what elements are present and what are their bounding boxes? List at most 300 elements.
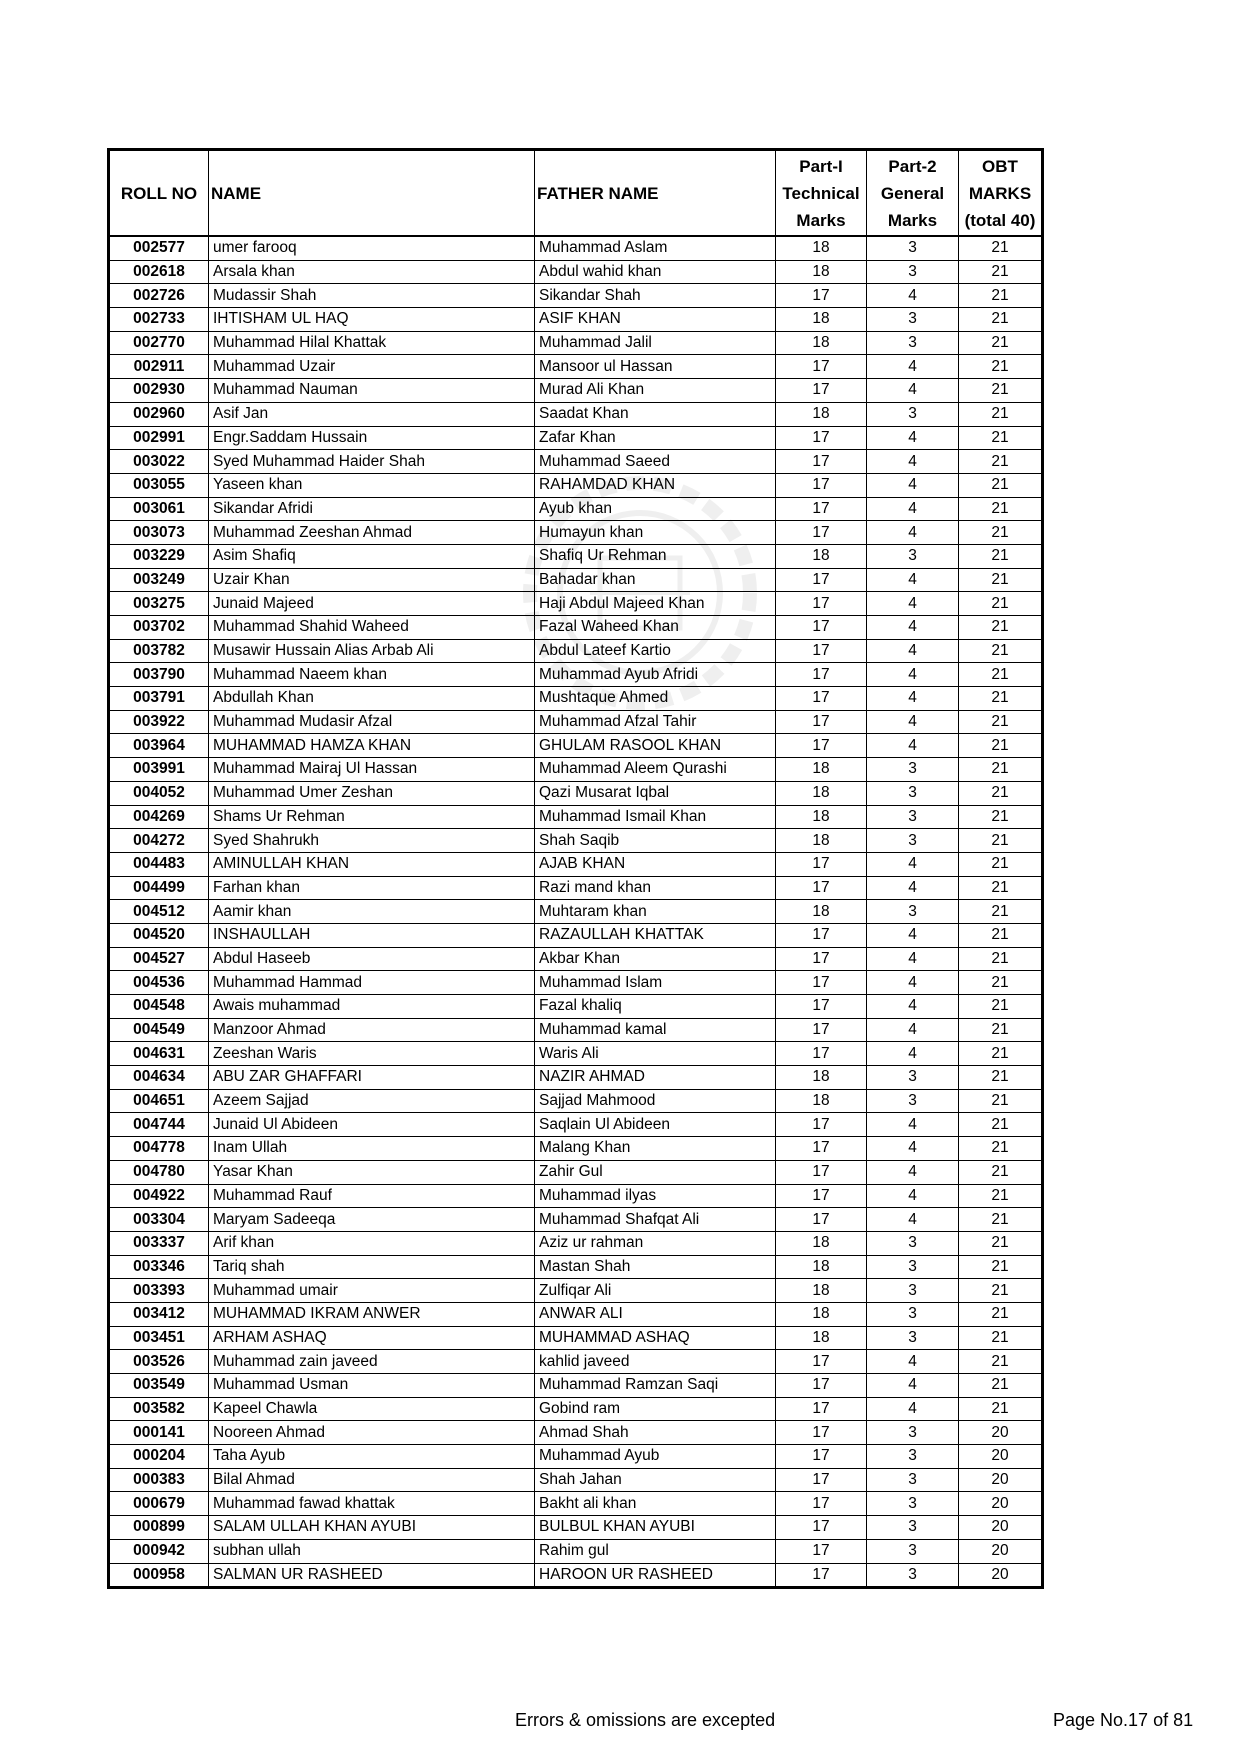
part2-marks-cell: 3 <box>867 805 959 829</box>
roll-no-cell: 004052 <box>109 781 209 805</box>
obt-marks-cell: 20 <box>959 1492 1043 1516</box>
part2-marks-cell: 4 <box>867 473 959 497</box>
roll-no-cell: 002960 <box>109 402 209 426</box>
roll-no-cell: 003451 <box>109 1326 209 1350</box>
obt-marks-cell: 21 <box>959 284 1043 308</box>
obt-marks-cell: 21 <box>959 734 1043 758</box>
obt-marks-cell: 21 <box>959 592 1043 616</box>
father-name-cell: Muhammad Saeed <box>535 450 776 474</box>
part2-marks-cell: 4 <box>867 852 959 876</box>
obt-marks-cell: 21 <box>959 758 1043 782</box>
part1-marks-cell: 17 <box>776 1445 867 1469</box>
obt-marks-cell: 21 <box>959 852 1043 876</box>
roll-no-cell: 003337 <box>109 1231 209 1255</box>
table-row <box>109 284 1043 308</box>
table-row <box>109 592 1043 616</box>
part1-marks-cell: 17 <box>776 355 867 379</box>
obt-marks-cell: 21 <box>959 663 1043 687</box>
name-cell: Nooreen Ahmad <box>209 1421 535 1445</box>
part1-marks-cell: 17 <box>776 923 867 947</box>
roll-no-cell: 003061 <box>109 497 209 521</box>
father-name-cell: Fazal Waheed Khan <box>535 616 776 640</box>
name-cell: MUHAMMAD IKRAM ANWER <box>209 1302 535 1326</box>
father-name-cell: Muhammad Ayub <box>535 1445 776 1469</box>
obt-marks-cell: 20 <box>959 1563 1043 1588</box>
part2-marks-cell: 3 <box>867 1066 959 1090</box>
obt-marks-cell: 21 <box>959 521 1043 545</box>
name-cell: Engr.Saddam Hussain <box>209 426 535 450</box>
table-row <box>109 1516 1043 1540</box>
part1-marks-cell: 17 <box>776 852 867 876</box>
father-name-cell: Rahim gul <box>535 1539 776 1563</box>
roll-no-cell: 003346 <box>109 1255 209 1279</box>
obt-marks-cell: 21 <box>959 355 1043 379</box>
father-name-cell: Saqlain Ul Abideen <box>535 1113 776 1137</box>
table-row <box>109 1279 1043 1303</box>
father-name-cell: Sikandar Shah <box>535 284 776 308</box>
part1-marks-cell: 18 <box>776 1089 867 1113</box>
table-row <box>109 521 1043 545</box>
name-cell: ABU ZAR GHAFFARI <box>209 1066 535 1090</box>
father-name-cell: Haji Abdul Majeed Khan <box>535 592 776 616</box>
father-name-cell: Ayub khan <box>535 497 776 521</box>
part2-marks-cell: 3 <box>867 1468 959 1492</box>
table-row <box>109 236 1043 260</box>
part1-marks-cell: 18 <box>776 1255 867 1279</box>
table-row <box>109 308 1043 332</box>
part2-marks-cell: 4 <box>867 971 959 995</box>
roll-no-cell: 004512 <box>109 900 209 924</box>
part2-marks-cell: 4 <box>867 1397 959 1421</box>
name-cell: Uzair Khan <box>209 568 535 592</box>
obt-marks-cell: 21 <box>959 331 1043 355</box>
table-row <box>109 1184 1043 1208</box>
obt-marks-cell: 21 <box>959 1089 1043 1113</box>
part2-marks-cell: 4 <box>867 1042 959 1066</box>
table-row <box>109 852 1043 876</box>
roll-no-cell: 004269 <box>109 805 209 829</box>
obt-marks-cell: 21 <box>959 1374 1043 1398</box>
father-name-cell: Muhammad Afzal Tahir <box>535 710 776 734</box>
father-name-cell: NAZIR AHMAD <box>535 1066 776 1090</box>
header-part2-line2: General <box>880 183 945 203</box>
obt-marks-cell: 21 <box>959 1279 1043 1303</box>
name-cell: Bilal Ahmad <box>209 1468 535 1492</box>
part1-marks-cell: 17 <box>776 1350 867 1374</box>
roll-no-cell: 003073 <box>109 521 209 545</box>
obt-marks-cell: 21 <box>959 687 1043 711</box>
part1-marks-cell: 17 <box>776 734 867 758</box>
name-cell: Muhammad Usman <box>209 1374 535 1398</box>
father-name-cell: Mansoor ul Hassan <box>535 355 776 379</box>
part2-marks-cell: 4 <box>867 568 959 592</box>
obt-marks-cell: 21 <box>959 402 1043 426</box>
obt-marks-cell: 21 <box>959 995 1043 1019</box>
roll-no-cell: 004499 <box>109 876 209 900</box>
obt-marks-cell: 21 <box>959 971 1043 995</box>
part2-marks-cell: 4 <box>867 450 959 474</box>
father-name-cell: Muhammad Aslam <box>535 236 776 260</box>
part2-marks-cell: 3 <box>867 1089 959 1113</box>
roll-no-cell: 003702 <box>109 616 209 640</box>
name-cell: Inam Ullah <box>209 1137 535 1161</box>
name-cell: subhan ullah <box>209 1539 535 1563</box>
roll-no-cell: 002911 <box>109 355 209 379</box>
obt-marks-cell: 21 <box>959 1160 1043 1184</box>
table-row <box>109 260 1043 284</box>
header-part1-line3: Marks <box>796 210 846 230</box>
father-name-cell: AJAB KHAN <box>535 852 776 876</box>
father-name-cell: HAROON UR RASHEED <box>535 1563 776 1588</box>
part1-marks-cell: 18 <box>776 805 867 829</box>
obt-marks-cell: 21 <box>959 781 1043 805</box>
obt-marks-cell: 21 <box>959 1350 1043 1374</box>
obt-marks-cell: 21 <box>959 1326 1043 1350</box>
obt-marks-cell: 20 <box>959 1445 1043 1469</box>
part1-marks-cell: 17 <box>776 1113 867 1137</box>
name-cell: SALMAN UR RASHEED <box>209 1563 535 1588</box>
table-row <box>109 616 1043 640</box>
table-row <box>109 947 1043 971</box>
name-cell: Kapeel Chawla <box>209 1397 535 1421</box>
roll-no-cell: 004520 <box>109 923 209 947</box>
obt-marks-cell: 21 <box>959 1208 1043 1232</box>
header-part1 <box>776 150 867 237</box>
table-row <box>109 639 1043 663</box>
roll-no-cell: 004631 <box>109 1042 209 1066</box>
father-name-cell: Ahmad Shah <box>535 1421 776 1445</box>
roll-no-cell: 002577 <box>109 236 209 260</box>
father-name-cell: Muhammad Islam <box>535 971 776 995</box>
obt-marks-cell: 21 <box>959 1255 1043 1279</box>
obt-marks-cell: 21 <box>959 1302 1043 1326</box>
name-cell: Muhammad Rauf <box>209 1184 535 1208</box>
part2-marks-cell: 4 <box>867 639 959 663</box>
part1-marks-cell: 18 <box>776 1302 867 1326</box>
part2-marks-cell: 4 <box>867 1137 959 1161</box>
part2-marks-cell: 4 <box>867 521 959 545</box>
part1-marks-cell: 18 <box>776 236 867 260</box>
name-cell: Sikandar Afridi <box>209 497 535 521</box>
roll-no-cell: 003582 <box>109 1397 209 1421</box>
table-row <box>109 1066 1043 1090</box>
part2-marks-cell: 3 <box>867 781 959 805</box>
part1-marks-cell: 18 <box>776 308 867 332</box>
table-row <box>109 971 1043 995</box>
obt-marks-cell: 21 <box>959 1231 1043 1255</box>
name-cell: Muhammad Uzair <box>209 355 535 379</box>
father-name-cell: Muhammad Aleem Qurashi <box>535 758 776 782</box>
header-part2-line1: Part-2 <box>888 156 937 176</box>
part1-marks-cell: 17 <box>776 473 867 497</box>
name-cell: Muhammad Umer Zeshan <box>209 781 535 805</box>
part1-marks-cell: 18 <box>776 260 867 284</box>
part1-marks-cell: 18 <box>776 331 867 355</box>
header-part1-line2: Technical <box>782 183 860 203</box>
father-name-cell: Muhammad Jalil <box>535 331 776 355</box>
name-cell: Muhammad umair <box>209 1279 535 1303</box>
father-name-cell: Abdul wahid khan <box>535 260 776 284</box>
name-cell: Yasar Khan <box>209 1160 535 1184</box>
part1-marks-cell: 17 <box>776 1184 867 1208</box>
table-row <box>109 923 1043 947</box>
father-name-cell: GHULAM RASOOL KHAN <box>535 734 776 758</box>
part1-marks-cell: 17 <box>776 592 867 616</box>
roll-no-cell: 003275 <box>109 592 209 616</box>
table-row <box>109 355 1043 379</box>
father-name-cell: Razi mand khan <box>535 876 776 900</box>
part2-marks-cell: 3 <box>867 1492 959 1516</box>
part2-marks-cell: 3 <box>867 308 959 332</box>
roll-no-cell: 002770 <box>109 331 209 355</box>
page-number: Page No.17 of 81 <box>1053 1710 1194 1730</box>
part1-marks-cell: 18 <box>776 402 867 426</box>
part1-marks-cell: 17 <box>776 1042 867 1066</box>
header-obt-line2: MARKS <box>968 183 1032 203</box>
part2-marks-cell: 4 <box>867 710 959 734</box>
table-row <box>109 544 1043 568</box>
father-name-cell: Muhtaram khan <box>535 900 776 924</box>
part1-marks-cell: 18 <box>776 900 867 924</box>
part2-marks-cell: 3 <box>867 1255 959 1279</box>
roll-no-cell: 002726 <box>109 284 209 308</box>
roll-no-cell: 003393 <box>109 1279 209 1303</box>
roll-no-cell: 004483 <box>109 852 209 876</box>
table-row <box>109 710 1043 734</box>
table-row <box>109 1397 1043 1421</box>
obt-marks-cell: 21 <box>959 426 1043 450</box>
name-cell: Aamir khan <box>209 900 535 924</box>
name-cell: AMINULLAH KHAN <box>209 852 535 876</box>
part2-marks-cell: 3 <box>867 1563 959 1588</box>
obt-marks-cell: 21 <box>959 1018 1043 1042</box>
roll-no-cell: 003412 <box>109 1302 209 1326</box>
part1-marks-cell: 17 <box>776 497 867 521</box>
obt-marks-cell: 21 <box>959 1042 1043 1066</box>
father-name-cell: Fazal khaliq <box>535 995 776 1019</box>
father-name-cell: Muhammad Ismail Khan <box>535 805 776 829</box>
father-name-cell: Bakht ali khan <box>535 1492 776 1516</box>
part2-marks-cell: 4 <box>867 995 959 1019</box>
father-name-cell: Muhammad Shafqat Ali <box>535 1208 776 1232</box>
part1-marks-cell: 17 <box>776 947 867 971</box>
name-cell: INSHAULLAH <box>209 923 535 947</box>
obt-marks-cell: 21 <box>959 1137 1043 1161</box>
table-row <box>109 1374 1043 1398</box>
father-name-cell: BULBUL KHAN AYUBI <box>535 1516 776 1540</box>
table-row <box>109 568 1043 592</box>
table-row <box>109 1042 1043 1066</box>
part1-marks-cell: 18 <box>776 1066 867 1090</box>
table-row <box>109 758 1043 782</box>
roll-no-cell: 004527 <box>109 947 209 971</box>
part1-marks-cell: 17 <box>776 1563 867 1588</box>
part2-marks-cell: 4 <box>867 923 959 947</box>
obt-marks-cell: 20 <box>959 1539 1043 1563</box>
table-row <box>109 1231 1043 1255</box>
part1-marks-cell: 17 <box>776 1374 867 1398</box>
obt-marks-cell: 21 <box>959 876 1043 900</box>
father-name-cell: MUHAMMAD ASHAQ <box>535 1326 776 1350</box>
roll-no-cell: 004536 <box>109 971 209 995</box>
part2-marks-cell: 4 <box>867 663 959 687</box>
obt-marks-cell: 21 <box>959 923 1043 947</box>
father-name-cell: Qazi Musarat Iqbal <box>535 781 776 805</box>
obt-marks-cell: 21 <box>959 1184 1043 1208</box>
part1-marks-cell: 17 <box>776 426 867 450</box>
name-cell: IHTISHAM UL HAQ <box>209 308 535 332</box>
header-obt-line1: OBT <box>982 156 1018 176</box>
part2-marks-cell: 3 <box>867 829 959 853</box>
part2-marks-cell: 4 <box>867 1184 959 1208</box>
table-row <box>109 1113 1043 1137</box>
name-cell: Arsala khan <box>209 260 535 284</box>
part2-marks-cell: 3 <box>867 260 959 284</box>
obt-marks-cell: 21 <box>959 1066 1043 1090</box>
roll-no-cell: 000141 <box>109 1421 209 1445</box>
header-roll-no: ROLL NO <box>109 150 209 237</box>
part1-marks-cell: 17 <box>776 568 867 592</box>
name-cell: Muhammad Nauman <box>209 379 535 403</box>
roll-no-cell: 003549 <box>109 1374 209 1398</box>
father-name-cell: Shah Saqib <box>535 829 776 853</box>
part2-marks-cell: 4 <box>867 687 959 711</box>
name-cell: Muhammad zain javeed <box>209 1350 535 1374</box>
name-cell: Taha Ayub <box>209 1445 535 1469</box>
table-row <box>109 900 1043 924</box>
name-cell: Syed Shahrukh <box>209 829 535 853</box>
table-row <box>109 1539 1043 1563</box>
name-cell: Muhammad Zeeshan Ahmad <box>209 521 535 545</box>
part2-marks-cell: 4 <box>867 876 959 900</box>
table-row <box>109 1018 1043 1042</box>
part1-marks-cell: 18 <box>776 758 867 782</box>
header-obt-marks <box>959 150 1043 237</box>
roll-no-cell: 004744 <box>109 1113 209 1137</box>
part1-marks-cell: 17 <box>776 284 867 308</box>
father-name-cell: Gobind ram <box>535 1397 776 1421</box>
part2-marks-cell: 4 <box>867 616 959 640</box>
part2-marks-cell: 3 <box>867 402 959 426</box>
father-name-cell: Zulfiqar Ali <box>535 1279 776 1303</box>
part2-marks-cell: 4 <box>867 426 959 450</box>
name-cell: ARHAM ASHAQ <box>209 1326 535 1350</box>
name-cell: Azeem Sajjad <box>209 1089 535 1113</box>
part1-marks-cell: 17 <box>776 450 867 474</box>
roll-no-cell: 003229 <box>109 544 209 568</box>
table-row <box>109 1137 1043 1161</box>
roll-no-cell: 004549 <box>109 1018 209 1042</box>
roll-no-cell: 003964 <box>109 734 209 758</box>
part2-marks-cell: 4 <box>867 1350 959 1374</box>
part1-marks-cell: 18 <box>776 781 867 805</box>
table-row <box>109 663 1043 687</box>
table-row <box>109 426 1043 450</box>
name-cell: Mudassir Shah <box>209 284 535 308</box>
part2-marks-cell: 4 <box>867 1160 959 1184</box>
name-cell: Arif khan <box>209 1231 535 1255</box>
name-cell: Abdullah Khan <box>209 687 535 711</box>
father-name-cell: Zafar Khan <box>535 426 776 450</box>
obt-marks-cell: 21 <box>959 805 1043 829</box>
table-row <box>109 402 1043 426</box>
part2-marks-cell: 4 <box>867 284 959 308</box>
obt-marks-cell: 20 <box>959 1516 1043 1540</box>
name-cell: Muhammad fawad khattak <box>209 1492 535 1516</box>
table-row <box>109 1492 1043 1516</box>
part2-marks-cell: 3 <box>867 1539 959 1563</box>
part1-marks-cell: 17 <box>776 710 867 734</box>
roll-no-cell: 000942 <box>109 1539 209 1563</box>
father-name-cell: Bahadar khan <box>535 568 776 592</box>
obt-marks-cell: 21 <box>959 379 1043 403</box>
father-name-cell: ANWAR ALI <box>535 1302 776 1326</box>
name-cell: Syed Muhammad Haider Shah <box>209 450 535 474</box>
father-name-cell: Muhammad Ayub Afridi <box>535 663 776 687</box>
name-cell: Muhammad Naeem khan <box>209 663 535 687</box>
father-name-cell: Malang Khan <box>535 1137 776 1161</box>
part2-marks-cell: 3 <box>867 236 959 260</box>
roll-no-cell: 003922 <box>109 710 209 734</box>
part2-marks-cell: 4 <box>867 1208 959 1232</box>
name-cell: Muhammad Hammad <box>209 971 535 995</box>
obt-marks-cell: 21 <box>959 544 1043 568</box>
part2-marks-cell: 3 <box>867 900 959 924</box>
table-row <box>109 687 1043 711</box>
obt-marks-cell: 21 <box>959 260 1043 284</box>
roll-no-cell: 003791 <box>109 687 209 711</box>
father-name-cell: Sajjad Mahmood <box>535 1089 776 1113</box>
table-body <box>109 236 1043 1588</box>
roll-no-cell: 004272 <box>109 829 209 853</box>
roll-no-cell: 000679 <box>109 1492 209 1516</box>
part2-marks-cell: 3 <box>867 331 959 355</box>
name-cell: MUHAMMAD HAMZA KHAN <box>209 734 535 758</box>
name-cell: umer farooq <box>209 236 535 260</box>
header-part2-line3: Marks <box>887 210 938 230</box>
roll-no-cell: 002618 <box>109 260 209 284</box>
part2-marks-cell: 3 <box>867 1445 959 1469</box>
part2-marks-cell: 4 <box>867 947 959 971</box>
part1-marks-cell: 17 <box>776 521 867 545</box>
part2-marks-cell: 4 <box>867 1374 959 1398</box>
part1-marks-cell: 17 <box>776 1018 867 1042</box>
roll-no-cell: 002733 <box>109 308 209 332</box>
obt-marks-cell: 21 <box>959 616 1043 640</box>
part2-marks-cell: 4 <box>867 734 959 758</box>
table-row <box>109 331 1043 355</box>
part1-marks-cell: 17 <box>776 1137 867 1161</box>
table-row <box>109 805 1043 829</box>
name-cell: Zeeshan Waris <box>209 1042 535 1066</box>
father-name-cell: Muhammad ilyas <box>535 1184 776 1208</box>
obt-marks-cell: 20 <box>959 1421 1043 1445</box>
part1-marks-cell: 17 <box>776 971 867 995</box>
table-row <box>109 876 1043 900</box>
roll-no-cell: 000958 <box>109 1563 209 1588</box>
part1-marks-cell: 17 <box>776 1468 867 1492</box>
roll-no-cell: 004922 <box>109 1184 209 1208</box>
table-row <box>109 1445 1043 1469</box>
obt-marks-cell: 21 <box>959 497 1043 521</box>
header-row <box>109 150 1043 237</box>
roll-no-cell: 000899 <box>109 1516 209 1540</box>
table-row <box>109 1421 1043 1445</box>
father-name-cell: Saadat Khan <box>535 402 776 426</box>
obt-marks-cell: 20 <box>959 1468 1043 1492</box>
obt-marks-cell: 21 <box>959 1397 1043 1421</box>
table-row <box>109 379 1043 403</box>
